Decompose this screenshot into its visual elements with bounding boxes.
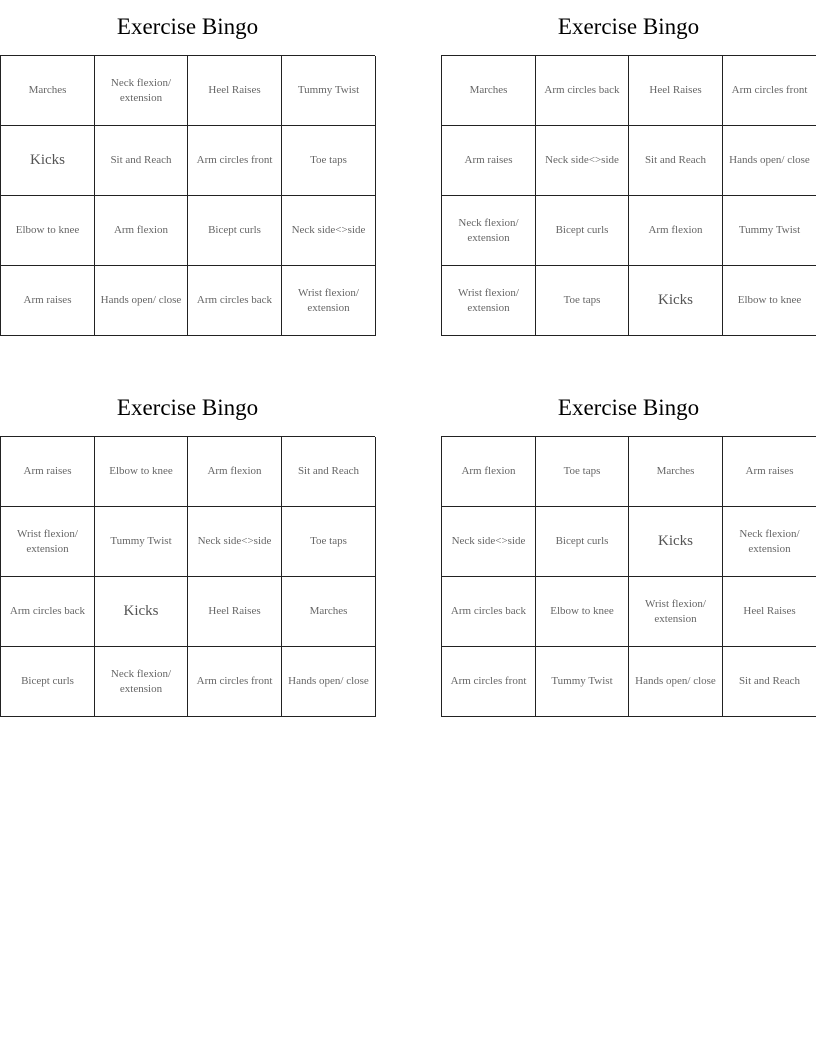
bingo-grid bbox=[441, 436, 816, 717]
bingo-cell: Heel Raises bbox=[188, 56, 282, 126]
bingo-cell: Arm flexion bbox=[188, 437, 282, 507]
bingo-cell: Sit and Reach bbox=[282, 437, 376, 507]
bingo-cell: Arm circles back bbox=[442, 577, 536, 647]
bingo-cell: Kicks bbox=[629, 507, 723, 577]
card-title: Exercise Bingo bbox=[116, 395, 259, 420]
bingo-cell: Neck side<>side bbox=[536, 126, 629, 196]
bingo-cell: Arm raises bbox=[1, 437, 95, 507]
bingo-cell: Arm raises bbox=[1, 266, 95, 336]
bingo-cell: Bicept curls bbox=[536, 507, 629, 577]
bingo-cell: Wrist flexion/ extension bbox=[442, 266, 536, 336]
bingo-cell: Tummy Twist bbox=[95, 507, 188, 577]
card-title: Exercise Bingo bbox=[557, 14, 700, 39]
bingo-cell: Elbow to knee bbox=[536, 577, 629, 647]
bingo-cell: Neck flexion/ extension bbox=[95, 647, 188, 717]
bingo-grid bbox=[0, 436, 375, 717]
bingo-cell: Neck flexion/ extension bbox=[442, 196, 536, 266]
bingo-cell: Arm circles front bbox=[442, 647, 536, 717]
bingo-card-2 bbox=[441, 0, 816, 336]
bingo-cell: Arm flexion bbox=[442, 437, 536, 507]
bingo-cell: Toe taps bbox=[282, 507, 376, 577]
bingo-cell: Hands open/ close bbox=[95, 266, 188, 336]
bingo-cell: Neck flexion/ extension bbox=[95, 56, 188, 126]
bingo-cell: Wrist flexion/ extension bbox=[282, 266, 376, 336]
bingo-cell: Kicks bbox=[95, 577, 188, 647]
bingo-cell: Toe taps bbox=[282, 126, 376, 196]
bingo-cell: Marches bbox=[282, 577, 376, 647]
bingo-cell: Elbow to knee bbox=[723, 266, 816, 336]
bingo-cell: Wrist flexion/ extension bbox=[629, 577, 723, 647]
bingo-cell: Arm circles back bbox=[188, 266, 282, 336]
card-title: Exercise Bingo bbox=[116, 14, 259, 39]
bingo-cell: Arm flexion bbox=[95, 196, 188, 266]
bingo-cell: Arm circles back bbox=[1, 577, 95, 647]
bingo-cell: Arm flexion bbox=[629, 196, 723, 266]
bingo-cell: Kicks bbox=[629, 266, 723, 336]
bingo-cell: Sit and Reach bbox=[95, 126, 188, 196]
bingo-cell: Hands open/ close bbox=[629, 647, 723, 717]
bingo-cell: Elbow to knee bbox=[1, 196, 95, 266]
bingo-cell: Tummy Twist bbox=[282, 56, 376, 126]
bingo-cell: Arm raises bbox=[723, 437, 816, 507]
bingo-cell: Neck side<>side bbox=[282, 196, 376, 266]
bingo-cell: Arm raises bbox=[442, 126, 536, 196]
bingo-cell: Hands open/ close bbox=[723, 126, 816, 196]
bingo-cell: Marches bbox=[442, 56, 536, 126]
bingo-card-1 bbox=[0, 0, 375, 336]
bingo-cell: Tummy Twist bbox=[536, 647, 629, 717]
bingo-cell: Arm circles front bbox=[188, 126, 282, 196]
bingo-cell: Sit and Reach bbox=[723, 647, 816, 717]
bingo-cell: Neck flexion/ extension bbox=[723, 507, 816, 577]
bingo-cell: Wrist flexion/ extension bbox=[1, 507, 95, 577]
bingo-cell: Arm circles front bbox=[188, 647, 282, 717]
bingo-cell: Sit and Reach bbox=[629, 126, 723, 196]
bingo-cell: Heel Raises bbox=[629, 56, 723, 126]
bingo-cell: Elbow to knee bbox=[95, 437, 188, 507]
bingo-cell: Tummy Twist bbox=[723, 196, 816, 266]
bingo-cell: Marches bbox=[629, 437, 723, 507]
bingo-cell: Toe taps bbox=[536, 437, 629, 507]
bingo-grid bbox=[0, 55, 375, 336]
bingo-cell: Hands open/ close bbox=[282, 647, 376, 717]
bingo-grid bbox=[441, 55, 816, 336]
bingo-cell: Arm circles front bbox=[723, 56, 816, 126]
bingo-cell: Toe taps bbox=[536, 266, 629, 336]
bingo-cell: Neck side<>side bbox=[188, 507, 282, 577]
bingo-cell: Bicept curls bbox=[1, 647, 95, 717]
bingo-cell: Heel Raises bbox=[723, 577, 816, 647]
bingo-cell: Arm circles back bbox=[536, 56, 629, 126]
bingo-cell: Marches bbox=[1, 56, 95, 126]
bingo-cell: Kicks bbox=[1, 126, 95, 196]
bingo-card-4 bbox=[441, 381, 816, 717]
bingo-cell: Bicept curls bbox=[188, 196, 282, 266]
bingo-card-3 bbox=[0, 381, 375, 717]
bingo-cell: Heel Raises bbox=[188, 577, 282, 647]
card-title: Exercise Bingo bbox=[557, 395, 700, 420]
bingo-cell: Bicept curls bbox=[536, 196, 629, 266]
bingo-cell: Neck side<>side bbox=[442, 507, 536, 577]
